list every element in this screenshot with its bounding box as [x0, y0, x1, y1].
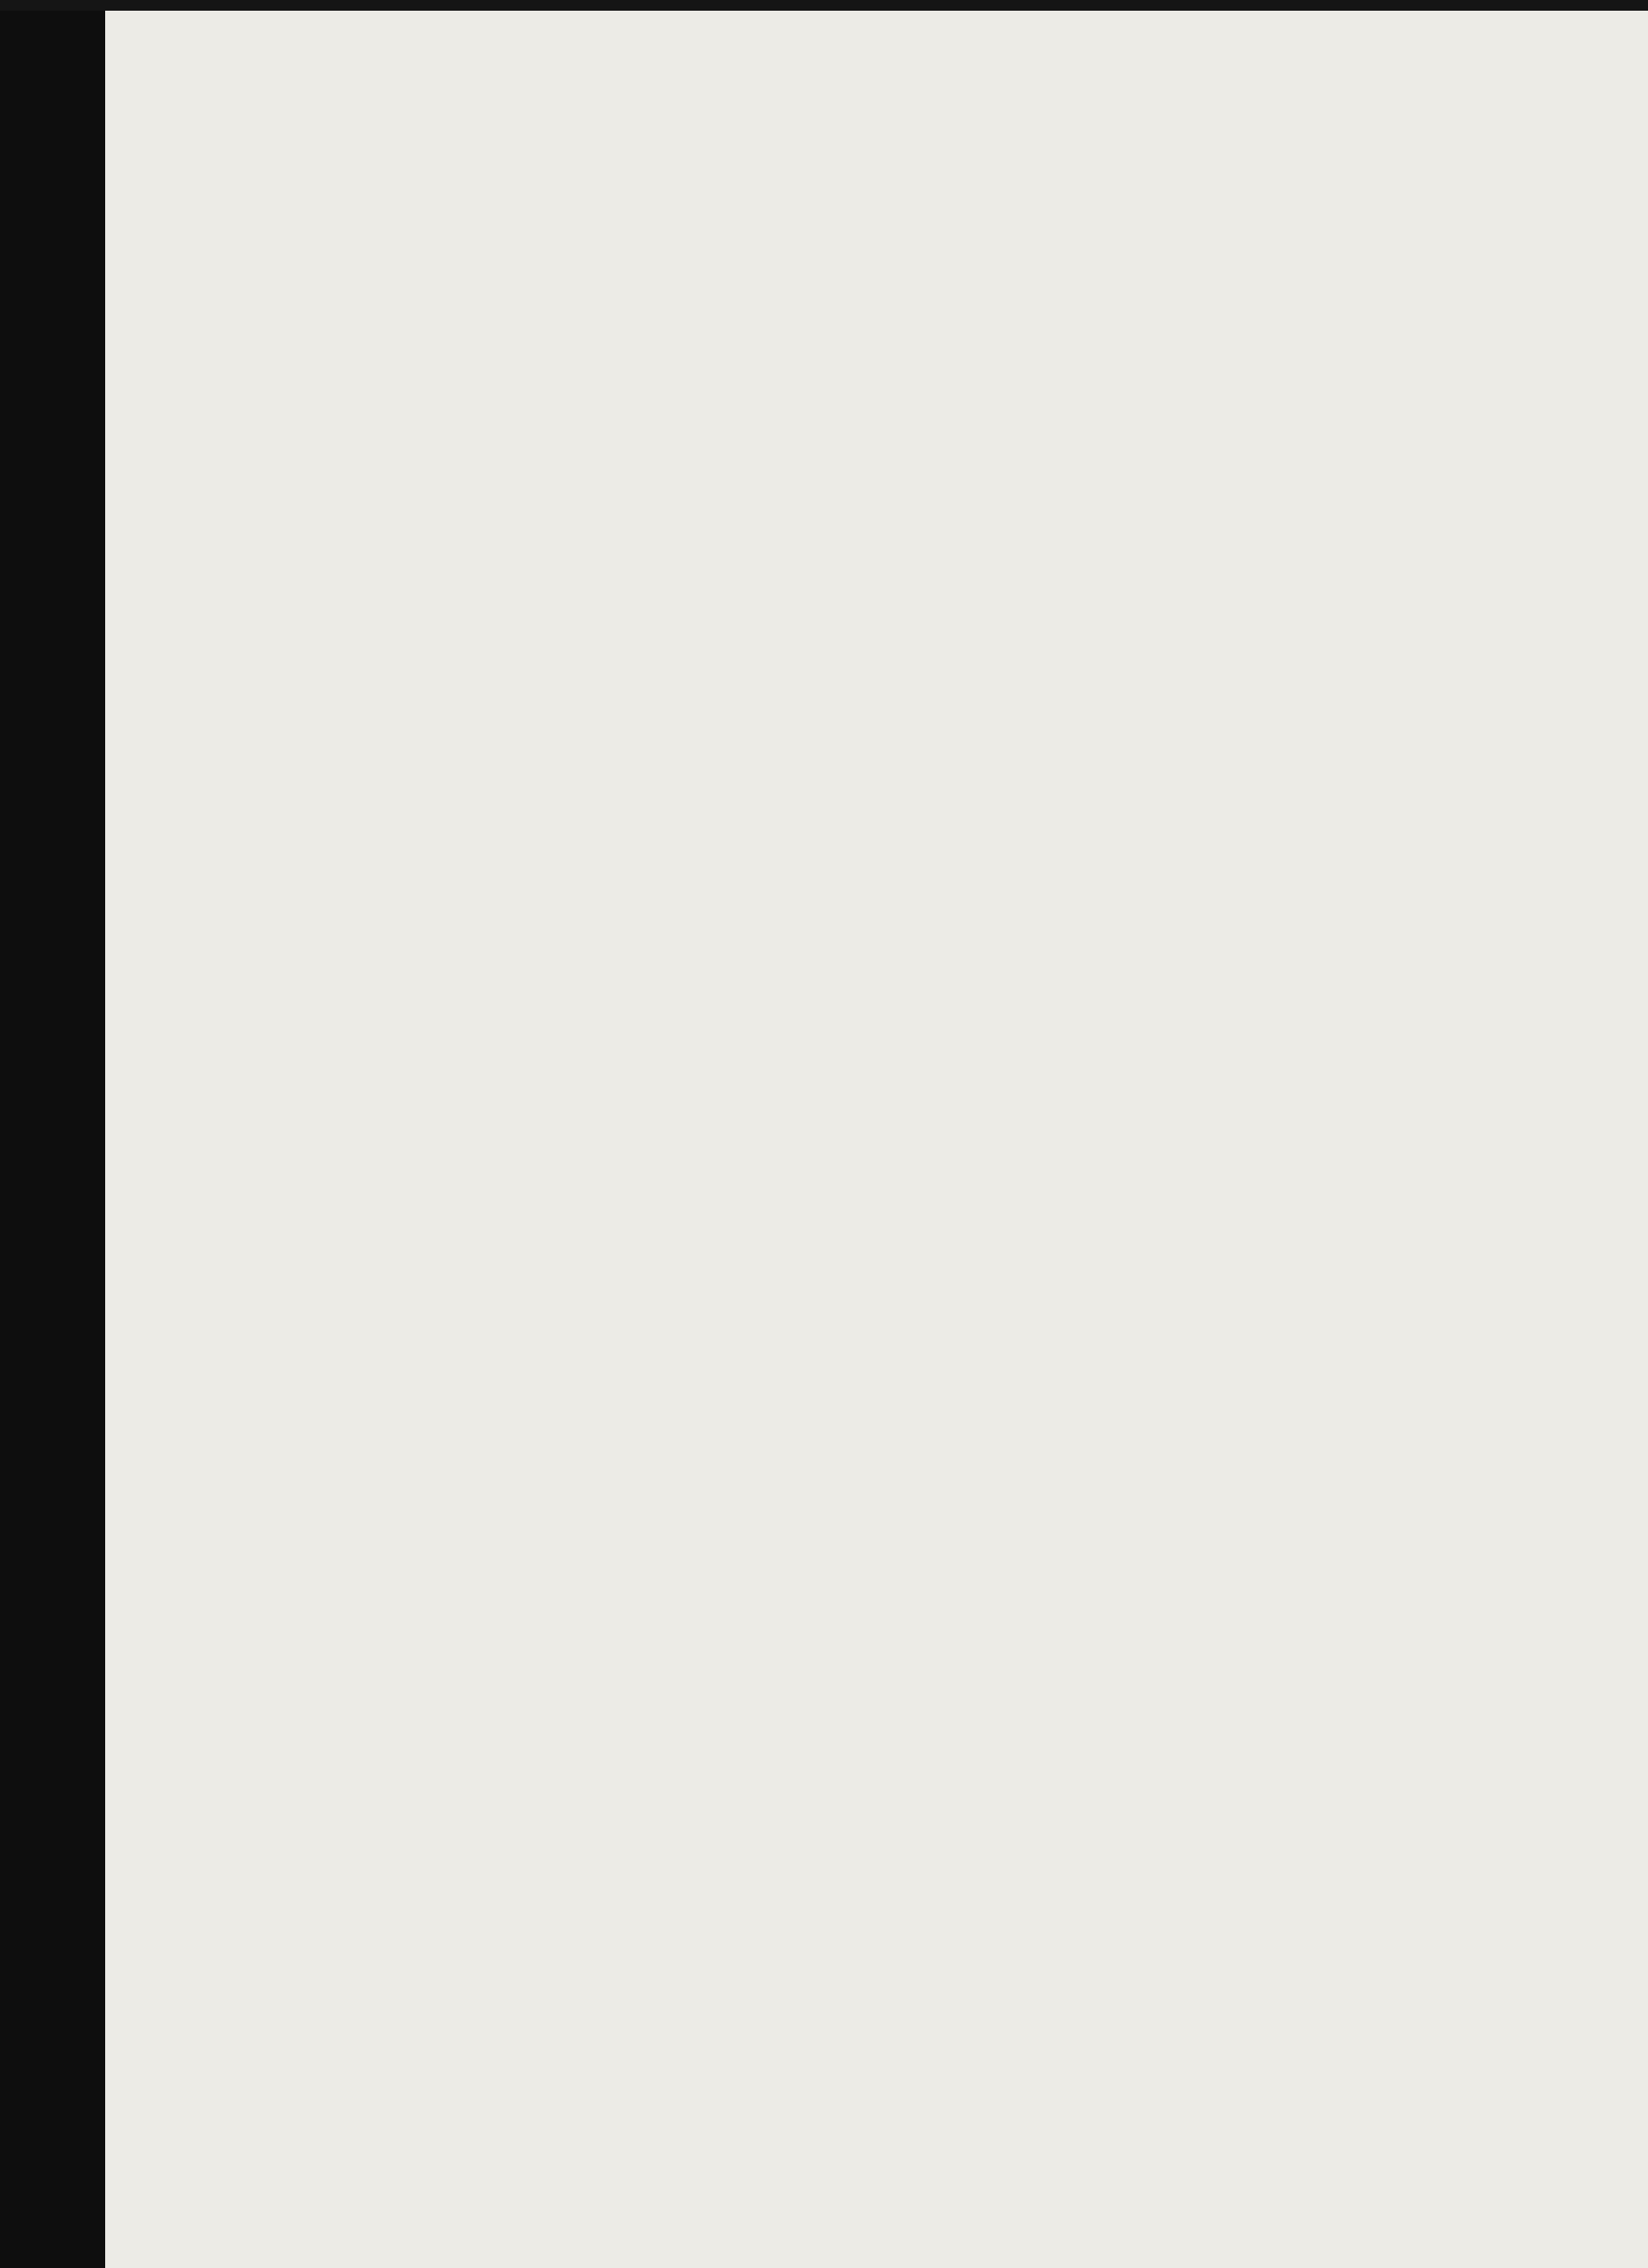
scan-top-border	[0, 0, 1648, 11]
scan-dark-border	[0, 0, 105, 2268]
page-paper	[105, 11, 1648, 2268]
